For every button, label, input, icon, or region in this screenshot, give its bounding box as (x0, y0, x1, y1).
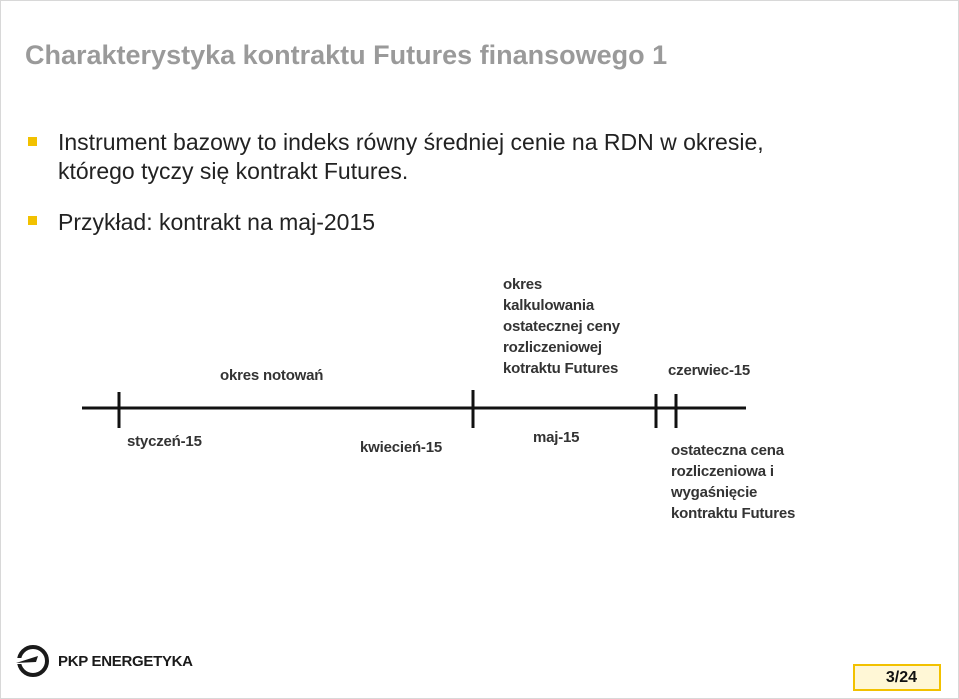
label-settlement (671, 440, 795, 524)
label-calc-period (503, 274, 620, 379)
settlement-line: rozliczeniowa i (671, 463, 774, 480)
settlement-line: ostateczna cena (671, 442, 784, 459)
page-number: 3/24 (853, 664, 941, 691)
logo-text: PKP ENERGETYKA (58, 652, 193, 670)
calc-period-line: rozliczeniowej (503, 339, 602, 356)
bullet-2-line-1: Przykład: kontrakt na maj-2015 (58, 209, 376, 235)
calc-period-line: kalkulowania (503, 297, 594, 314)
label-kwiecien: kwiecień-15 (360, 439, 443, 456)
settlement-line: kontraktu Futures (671, 505, 796, 522)
calc-period-line: ostatecznej ceny (503, 318, 620, 335)
calc-period-line: okres (503, 276, 543, 293)
pkp-logo-icon (14, 643, 52, 679)
bullet-1-line-1: Instrument bazowy to indeks równy średniej cenie na RDN w okresie, (58, 129, 764, 155)
label-okres-notowan: okres notowań (220, 367, 324, 384)
calc-period-line: kotraktu Futures (503, 360, 619, 377)
label-czerwiec: czerwiec-15 (668, 362, 751, 379)
label-maj: maj-15 (533, 429, 580, 446)
company-logo (14, 643, 193, 679)
label-styczen: styczeń-15 (127, 433, 202, 450)
slide-title: Charakterystyka kontraktu Futures finansowego 1 (25, 40, 668, 70)
bullet-1-line-2: którego tyczy się kontrakt Futures. (58, 158, 409, 184)
settlement-line: wygaśnięcie (671, 484, 758, 501)
